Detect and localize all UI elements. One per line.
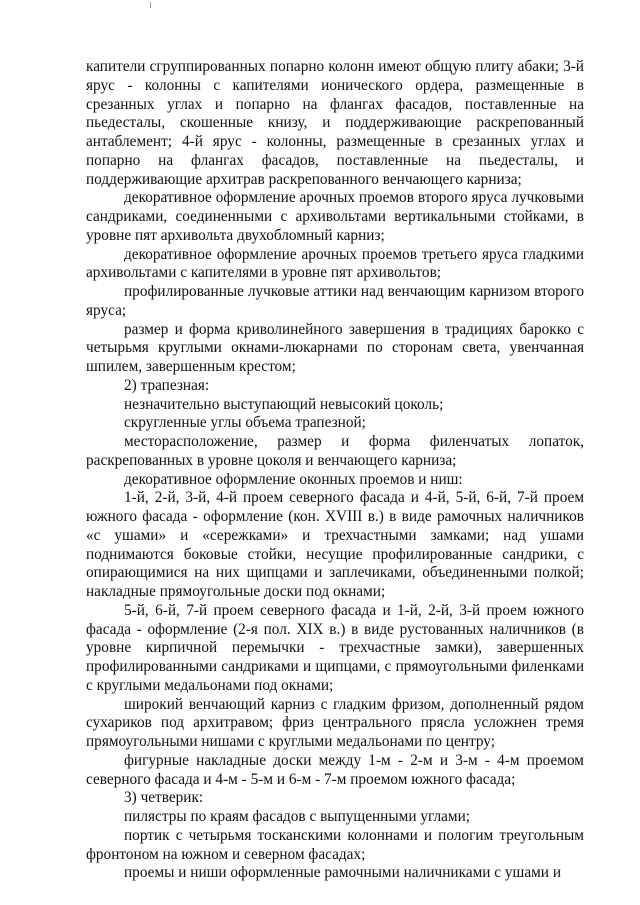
paragraph: капители сгруппированных попарно колонн имеют общую плиту абаки; 3-й ярус - колонны с капителями ионического ордера, размещенные в срезанных углах и попарно на флангах фасадов, поставленные на пьедесталы, скошенные книзу, и поддерживающие раскрепованный антаблемент; 4-й ярус - колонны, размещенные в срезанных углах и попарно на флангах фасадов, поставленные на пьедесталы, и поддерживающие архитрав раскрепованного венчающего карниза;: [86, 58, 584, 188]
paragraph: 1-й, 2-й, 3-й, 4-й проем северного фасада и 4-й, 5-й, 6-й, 7-й проем южного фасада - оформление (кон. XVIII в.) в виде рамочных наличников «с ушами» и «сережками» и трехчастными замками; над ушами поднимаются боковые стойки, несущие профилированные сандрики, с опирающимися на них щипцами и заплечиками, объединенными полкой; накладные прямоугольные доски под окнами;: [86, 489, 584, 600]
paragraph: месторасположение, размер и форма филенчатых лопаток, раскрепованных в уровне цоколя и венчающего карниза;: [86, 433, 584, 469]
paragraph: декоративное оформление арочных проемов второго яруса лучковыми сандриками, соединенными с архивольтами вертикальными стойками, в уровне пят архивольта двухобломный карниз;: [86, 189, 584, 244]
paragraph: пилястры по краям фасадов с выпущенными углами;: [124, 808, 471, 825]
paragraph: проемы и ниши оформленные рамочными наличниками с ушами и: [124, 864, 562, 882]
paragraph: декоративное оформление оконных проемов и ниш:: [124, 470, 463, 488]
paragraph: скругленные углы объема трапезной;: [124, 414, 366, 432]
paragraph: портик с четырьмя тосканскими колоннами и пологим треугольным фронтоном на южном и северном фасадах;: [86, 826, 584, 863]
scan-mark: [150, 2, 151, 8]
paragraph: профилированные лучковые аттики над венчающим карнизом второго яруса;: [86, 283, 584, 319]
document-body: [86, 58, 584, 883]
paragraph: 3) четверик:: [124, 789, 204, 807]
paragraph: 2) трапезная:: [124, 376, 210, 394]
paragraph: размер и форма криволинейного завершения в традициях барокко с четырьмя круглыми окнами-люкарнами по сторонам света, увенчанная шпилем, завершенным крестом;: [86, 320, 584, 375]
paragraph: широкий венчающий карниз с гладким фризом, дополненный рядом сухариков под архитравом; фриз центрального прясла усложнен тремя прямоугольными нишами с круглыми медальонами по центру;: [86, 695, 584, 750]
paragraph: 5-й, 6-й, 7-й проем северного фасада и 1-й, 2-й, 3-й проем южного фасада - оформление (2-я пол. XIX в.) в виде рустованных наличников (в уровне кирпичной перемычки - трехчастные замки), завершенных профилированными сандриками и щипцами, с прямоугольными филенками с круглыми медальонами под окнами;: [86, 601, 584, 694]
paragraph: декоративное оформление арочных проемов третьего яруса гладкими архивольтами с капителями в уровне пят архивольтов;: [86, 245, 584, 282]
paragraph: фигурные накладные доски между 1-м - 2-м и 3-м - 4-м проемом северного фасада и 4-м - 5-м и 6-м - 7-м проемом южного фасада;: [86, 751, 584, 788]
paragraph: незначительно выступающий невысокий цоколь;: [124, 395, 444, 413]
